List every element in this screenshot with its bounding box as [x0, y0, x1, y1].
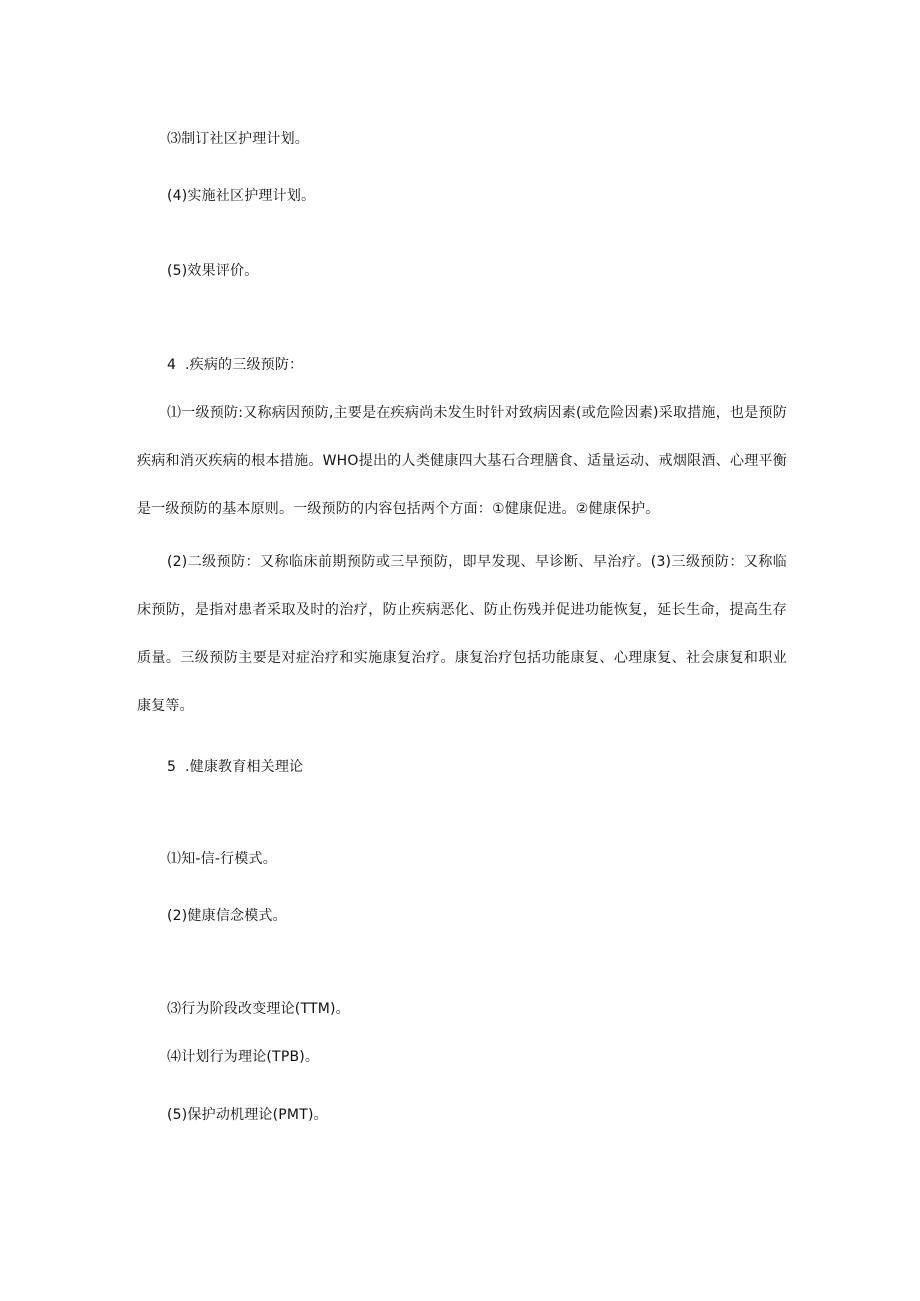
section-title: .疾病的三级预防：	[185, 357, 304, 373]
list-item: ⑴知-信-行模式。	[167, 851, 277, 867]
section-number: 5	[167, 759, 177, 775]
paragraph: (2)二级预防：又称临床前期预防或三早预防，即早发现、早诊断、早治疗。(3)三级预防：又称临床预防，是指对患者采取及时的治疗，防止疾病恶化、防止伤残并促进功能恢复，延长生命，提高生存质量。三级预防主要是对症治疗和实施康复治疗。康复治疗包括功能康复、心理康复、社会康复和职业康复等。	[137, 554, 787, 714]
section-title: .健康教育相关理论	[185, 759, 304, 775]
section-heading	[167, 355, 303, 375]
list-item: ⑶制订社区护理计划。	[167, 131, 309, 147]
list-item: ⑶行为阶段改变理论(TTM)。	[167, 1001, 350, 1017]
list-item: (2)健康信念模式。	[167, 908, 287, 924]
section-heading	[167, 757, 303, 777]
list-item: (5)效果评价。	[167, 263, 259, 279]
list-item: (4)实施社区护理计划。	[167, 188, 316, 204]
paragraph: ⑴一级预防:又称病因预防,主要是在疾病尚未发生时针对致病因素(或危险因素)采取措施，也是预防疾病和消灭疾病的根本措施。WHO提出的人类健康四大基石合理膳食、适量运动、戒烟限酒、心理平衡是一级预防的基本原则。一级预防的内容包括两个方面：①健康促进。②健康保护。	[137, 405, 787, 517]
list-item: (5)保护动机理论(PMT)。	[167, 1107, 328, 1123]
section-number: 4	[167, 357, 177, 373]
list-item: ⑷计划行为理论(TPB)。	[167, 1049, 320, 1065]
